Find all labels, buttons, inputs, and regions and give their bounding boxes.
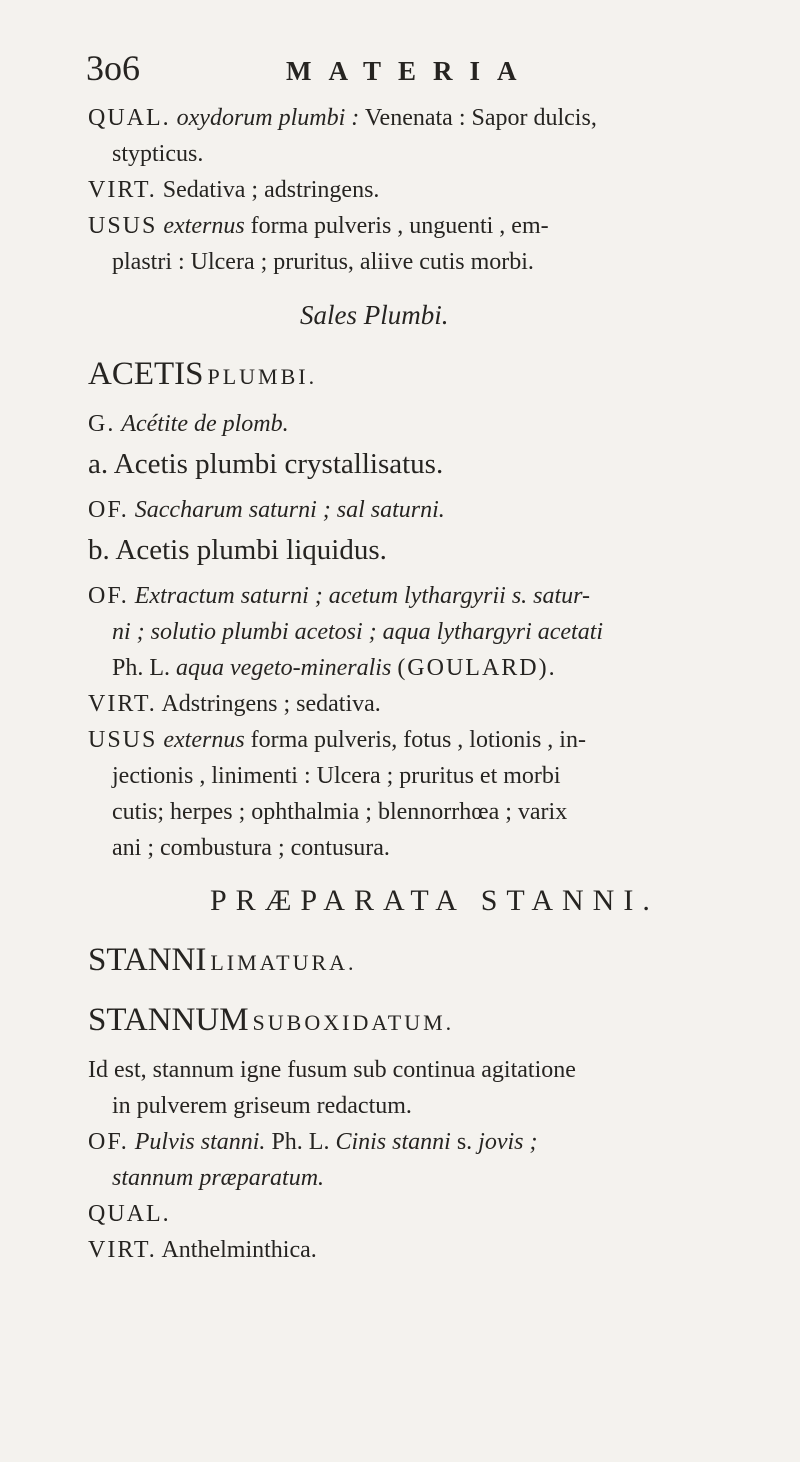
virt-label: VIRT. [88, 691, 157, 717]
virt-entry-3 [88, 1238, 317, 1262]
of-text: Saccharum saturni ; sal saturni. [134, 497, 445, 523]
usus-entry-2 [88, 728, 586, 752]
heading-stannum-title: STANNUM [88, 1002, 249, 1038]
ph-l: Ph. L. [271, 1129, 330, 1155]
goulard: (GOULARD). [397, 655, 557, 681]
usus-text: forma pulveris , unguenti , em- [250, 213, 549, 239]
usus-entry-1 [88, 214, 549, 238]
of-italic: aqua vegeto-mineralis [176, 655, 392, 681]
of-italic: jovis ; [478, 1129, 538, 1155]
usus-text-cont: jectionis , linimenti : Ulcera ; pruritus et morbi [112, 763, 561, 789]
heading-stanni [88, 944, 357, 977]
qual-italic: oxydorum plumbi : [176, 105, 360, 131]
usus-text: forma pulveris, fotus , lotionis , in- [250, 727, 586, 753]
virt-label: VIRT. [88, 177, 157, 203]
of-s: s. [456, 1129, 473, 1155]
heading-acetis-title: ACETIS [88, 356, 204, 392]
idest-text: Id est, stannum igne fusum sub continua agitatione [88, 1057, 576, 1083]
qual-entry-1 [88, 106, 597, 130]
page-number: 3o6 [86, 48, 140, 88]
of-text-cont [112, 656, 557, 680]
of-label: OF. [88, 583, 129, 609]
qual-label: QUAL. [88, 105, 171, 131]
virt-entry-1 [88, 178, 379, 202]
of-label: OF. [88, 497, 129, 523]
of-text-cont: stannum præparatum. [112, 1165, 325, 1191]
section-heading-praeparata: PRÆPARATA STANNI. [210, 884, 659, 917]
usus-italic: externus [163, 213, 245, 239]
qual-entry-2 [88, 1202, 171, 1226]
usus-label: USUS [88, 213, 158, 239]
virt-entry-2 [88, 692, 381, 716]
item-b: b. Acetis plumbi liquidus. [88, 534, 387, 566]
virt-label: VIRT. [88, 1237, 157, 1263]
usus-text-cont: cutis; herpes ; ophthalmia ; blennorrhœa ; varix [112, 799, 568, 825]
section-heading-sales: Sales Plumbi. [300, 300, 449, 330]
qual-text-cont: stypticus. [112, 141, 204, 167]
of-entry-1 [88, 498, 445, 522]
heading-stanni-sub: LIMATURA. [210, 950, 357, 975]
heading-stannum [88, 1004, 454, 1037]
usus-label: USUS [88, 727, 158, 753]
idest-text-cont: in pulverem griseum redactum. [112, 1093, 412, 1119]
usus-text-cont: plastri : Ulcera ; pruritus, aliive cutis morbi. [112, 249, 534, 275]
ph-l: Ph. L. [112, 655, 171, 681]
g-label: G. [88, 411, 116, 437]
heading-stanni-title: STANNI [88, 942, 207, 978]
heading-acetis-sub: PLUMBI. [207, 364, 318, 389]
of-label: OF. [88, 1129, 129, 1155]
running-title: MATERIA [286, 56, 534, 86]
virt-text: Anthelminthica. [161, 1237, 317, 1263]
of-italic: Pulvis stanni. [134, 1129, 266, 1155]
item-a: a. Acetis plumbi crystallisatus. [88, 448, 444, 480]
of-italic: Cinis stanni [335, 1129, 451, 1155]
usus-text-cont: ani ; combustura ; contusura. [112, 835, 390, 861]
of-entry-2 [88, 584, 590, 608]
qual-label: QUAL. [88, 1201, 171, 1227]
virt-text: Sedativa ; adstringens. [162, 177, 380, 203]
of-text-cont: ni ; solutio plumbi acetosi ; aqua lythargyri acetati [112, 619, 604, 645]
g-text: Acétite de plomb. [121, 411, 289, 437]
virt-text: Adstringens ; sedativa. [161, 691, 381, 717]
usus-italic: externus [163, 727, 245, 753]
of-text: Extractum saturni ; acetum lythargyrii s. satur- [134, 583, 591, 609]
gallic-name [88, 412, 289, 436]
heading-stannum-sub: SUBOXIDATUM. [252, 1010, 455, 1035]
qual-text: Venenata : Sapor dulcis, [364, 105, 597, 131]
of-entry-3 [88, 1130, 537, 1154]
heading-acetis [88, 358, 317, 391]
